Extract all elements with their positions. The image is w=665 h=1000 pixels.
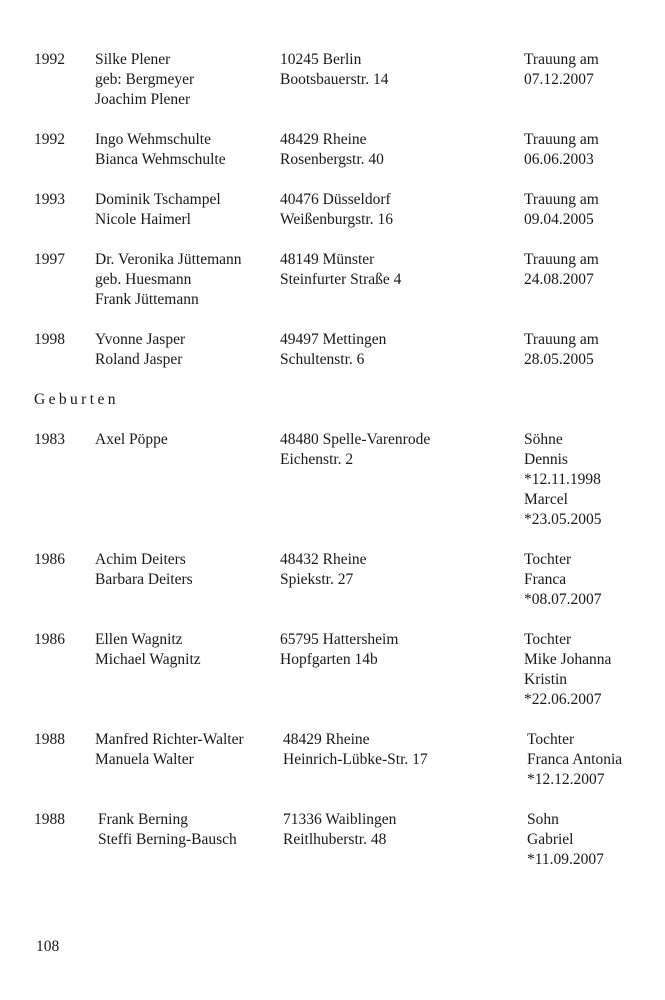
entry-note bbox=[524, 130, 599, 170]
entry-address-line: 48432 Rheine bbox=[280, 551, 367, 568]
entry-address bbox=[280, 330, 386, 370]
entry-note bbox=[527, 730, 622, 790]
entry-year: 1986 bbox=[34, 631, 65, 648]
entry-note-line: Söhne bbox=[524, 431, 563, 448]
entry-address-line: Schultenstr. 6 bbox=[280, 351, 365, 368]
entry-names bbox=[95, 730, 244, 770]
entry-address-line: Hopfgarten 14b bbox=[280, 651, 378, 668]
entry-name-line: Dr. Veronika Jüttemann bbox=[95, 251, 242, 268]
entry-address bbox=[280, 50, 389, 90]
entry-note-line: Dennis bbox=[524, 451, 568, 468]
entry-note-line: *08.07.2007 bbox=[524, 591, 602, 608]
entry-name-line: Achim Deiters bbox=[95, 551, 186, 568]
entry-address-line: 48429 Rheine bbox=[283, 731, 370, 748]
entry-names bbox=[95, 250, 242, 310]
entry-note-line: Marcel bbox=[524, 491, 568, 508]
entry-note-line: Trauung am bbox=[524, 251, 599, 268]
entry-address bbox=[280, 190, 393, 230]
entry-note-line: Trauung am bbox=[524, 191, 599, 208]
entry-note-line: *12.11.1998 bbox=[524, 471, 601, 488]
entry-name-line: Steffi Berning-Bausch bbox=[98, 831, 237, 848]
entry-note bbox=[524, 330, 599, 370]
entry-year: 1988 bbox=[34, 811, 65, 828]
entry-name-line: Axel Pöppe bbox=[95, 431, 168, 448]
entry-note-line: Kristin bbox=[524, 671, 568, 688]
entry-name-line: Manfred Richter-Walter bbox=[95, 731, 244, 748]
entry-address-line: Steinfurter Straße 4 bbox=[280, 271, 402, 288]
entry-address-line: Rosenbergstr. 40 bbox=[280, 151, 384, 168]
entry-address-line: 49497 Mettingen bbox=[280, 331, 387, 348]
section-heading-births: Geburten bbox=[34, 391, 119, 408]
entry-note-line: Trauung am bbox=[524, 51, 599, 68]
entry-address bbox=[280, 250, 401, 290]
entry-year: 1997 bbox=[34, 251, 65, 268]
birth-entry bbox=[0, 810, 665, 910]
entry-year: 1993 bbox=[34, 191, 65, 208]
entry-note-line: 09.04.2005 bbox=[524, 211, 594, 228]
entry-note-line: Sohn bbox=[527, 811, 559, 828]
entry-address bbox=[283, 730, 428, 770]
entry-name-line: Ellen Wagnitz bbox=[95, 631, 183, 648]
entry-note bbox=[524, 430, 602, 530]
entry-note-line: Tochter bbox=[527, 731, 575, 748]
entry-note-line: Trauung am bbox=[524, 331, 599, 348]
entry-names bbox=[95, 330, 185, 370]
entry-note-line: Tochter bbox=[524, 631, 572, 648]
entry-address bbox=[283, 810, 396, 850]
entry-names bbox=[95, 130, 226, 170]
entry-note-line: *22.06.2007 bbox=[524, 691, 602, 708]
entry-names bbox=[95, 630, 201, 670]
entry-address-line: 65795 Hattersheim bbox=[280, 631, 399, 648]
entry-note bbox=[527, 810, 604, 870]
entry-names bbox=[95, 550, 193, 590]
entry-name-line: Yvonne Jasper bbox=[95, 331, 186, 348]
entry-name-line: Dominik Tschampel bbox=[95, 191, 221, 208]
entry-address-line: 10245 Berlin bbox=[280, 51, 362, 68]
entry-note-line: *23.05.2005 bbox=[524, 511, 602, 528]
entry-note bbox=[524, 190, 599, 230]
entry-name-line: Barbara Deiters bbox=[95, 571, 193, 588]
entry-address-line: Eichenstr. 2 bbox=[280, 451, 354, 468]
entry-address-line: 48149 Münster bbox=[280, 251, 375, 268]
entry-name-line: Joachim Plener bbox=[95, 91, 191, 108]
entry-note bbox=[524, 50, 599, 90]
entry-names bbox=[98, 810, 237, 850]
entry-address bbox=[280, 130, 384, 170]
entry-note-line: Franca Antonia bbox=[527, 751, 623, 768]
entry-note-line: *11.09.2007 bbox=[527, 851, 604, 868]
entry-address-line: Weißenburgstr. 16 bbox=[280, 211, 393, 228]
entry-name-line: Silke Plener bbox=[95, 51, 171, 68]
entry-names bbox=[95, 430, 168, 450]
entry-address-line: 71336 Waiblingen bbox=[283, 811, 397, 828]
birth-entry bbox=[0, 630, 665, 730]
entry-name-line: geb. Huesmann bbox=[95, 271, 192, 288]
entry-note-line: 24.08.2007 bbox=[524, 271, 594, 288]
entry-address-line: 48480 Spelle-Varenrode bbox=[280, 431, 431, 448]
entry-year: 1998 bbox=[34, 331, 65, 348]
entry-address bbox=[280, 430, 430, 470]
birth-entry bbox=[0, 430, 665, 540]
entry-year: 1992 bbox=[34, 51, 65, 68]
entry-address bbox=[280, 550, 367, 590]
entry-name-line: Ingo Wehmschulte bbox=[95, 131, 211, 148]
entry-year: 1983 bbox=[34, 431, 65, 448]
marriage-entry bbox=[0, 330, 665, 430]
entry-year: 1992 bbox=[34, 131, 65, 148]
entry-note bbox=[524, 550, 602, 610]
entry-names bbox=[95, 190, 221, 230]
entry-address-line: Spiekstr. 27 bbox=[280, 571, 354, 588]
entry-note-line: 28.05.2005 bbox=[524, 351, 594, 368]
entry-note-line: *12.12.2007 bbox=[527, 771, 605, 788]
entry-address bbox=[280, 630, 398, 670]
entry-name-line: geb: Bergmeyer bbox=[95, 71, 195, 88]
entry-note-line: Franca bbox=[524, 571, 567, 588]
entry-year: 1988 bbox=[34, 731, 65, 748]
entry-address-line: Bootsbauerstr. 14 bbox=[280, 71, 389, 88]
entry-note bbox=[524, 630, 611, 710]
entry-address-line: 48429 Rheine bbox=[280, 131, 367, 148]
entry-note-line: Tochter bbox=[524, 551, 572, 568]
entry-address-line: Reitlhuberstr. 48 bbox=[283, 831, 387, 848]
page-number: 108 bbox=[36, 938, 60, 955]
entry-name-line: Manuela Walter bbox=[95, 751, 194, 768]
entry-note-line: Trauung am bbox=[524, 131, 599, 148]
entry-names bbox=[95, 50, 194, 110]
entry-note-line: 06.06.2003 bbox=[524, 151, 594, 168]
entry-name-line: Nicole Haimerl bbox=[95, 211, 191, 228]
entry-note-line: Mike Johanna bbox=[524, 651, 612, 668]
entry-name-line: Frank Berning bbox=[98, 811, 188, 828]
entry-name-line: Frank Jüttemann bbox=[95, 291, 199, 308]
entry-year: 1986 bbox=[34, 551, 65, 568]
entry-note-line: 07.12.2007 bbox=[524, 71, 594, 88]
entry-address-line: 40476 Düsseldorf bbox=[280, 191, 391, 208]
entry-note-line: Gabriel bbox=[527, 831, 574, 848]
entry-name-line: Michael Wagnitz bbox=[95, 651, 201, 668]
entry-name-line: Bianca Wehmschulte bbox=[95, 151, 226, 168]
entry-name-line: Roland Jasper bbox=[95, 351, 183, 368]
entry-address-line: Heinrich-Lübke-Str. 17 bbox=[283, 751, 428, 768]
entry-note bbox=[524, 250, 599, 290]
